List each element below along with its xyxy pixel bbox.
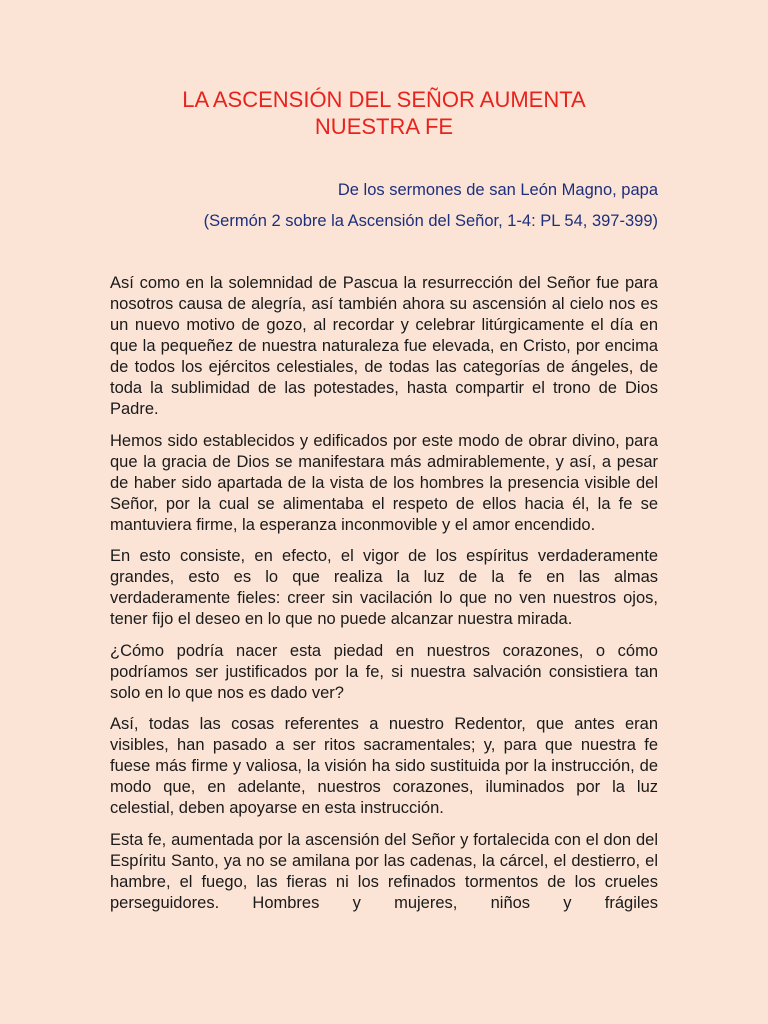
document-title (110, 86, 658, 140)
title-line-1: LA ASCENSIÓN DEL SEÑOR AUMENTA (182, 87, 586, 112)
paragraph-2: Hemos sido establecidos y edificados por este modo de obrar divino, para que la gracia de Dios se manifestara más admirablemente, y así, a pesar de haber sido apartada de la vista de los hombres la presencia visible del Señor, por la cual se alimentaba el respeto de ellos hacia él, la fe se mantuviera firme, la esperanza inconmovible y el amor encendido. (110, 431, 658, 534)
paragraph-1: Así como en la solemnidad de Pascua la resurrección del Señor fue para nosotros causa de alegría, así también ahora su ascensión al cielo nos es un nuevo motivo de gozo, al recordar y celebrar litúrgicamente el día en que la pequeñez de nuestra naturaleza fue elevada, en Cristo, por encima de todos los ejércitos celestiales, de todas las categorías de ángeles, de toda la sublimidad de las potestades, hasta compartir el trono de Dios Padre. (110, 274, 658, 418)
paragraph-3: En esto consiste, en efecto, el vigor de los espíritus verdaderamente grandes, esto es lo que realiza la luz de la fe en las almas verdaderamente fieles: creer sin vacilación lo que no ven nuestros ojos, tener fijo el deseo en lo que no puede alcanzar nuestra mirada. (110, 547, 658, 628)
paragraph-6: Esta fe, aumentada por la ascensión del Señor y fortalecida con el don del Espíritu Santo, ya no se amilana por las cadenas, la cárcel, el destierro, el hambre, el fuego, las fieras ni los refinados tormentos de los crueles perseguidores. Hombres y mujeres, niños y frágiles (110, 830, 658, 912)
title-line-2: NUESTRA FE (314, 114, 454, 139)
paragraph-4: ¿Cómo podría nacer esta piedad en nuestros corazones, o cómo podríamos ser justificados por la fe, si nuestra salvación consistiera tan solo en lo que nos es dado ver? (110, 641, 658, 702)
source-attribution: De los sermones de san León Magno, papa (337, 181, 658, 199)
paragraph-5: Así, todas las cosas referentes a nuestro Redentor, que antes eran visibles, han pasado a ser ritos sacramentales; y, para que nuestra fe fuese más firme y valiosa, la visión ha sido sustituida por la instrucción, de modo que, en adelante, nuestros corazones, iluminados por la luz celestial, deben apoyarse en esta instrucción. (110, 715, 658, 817)
source-reference: (Sermón 2 sobre la Ascensión del Señor, 1-4: PL 54, 397-399) (203, 212, 658, 230)
document-body (110, 273, 658, 924)
